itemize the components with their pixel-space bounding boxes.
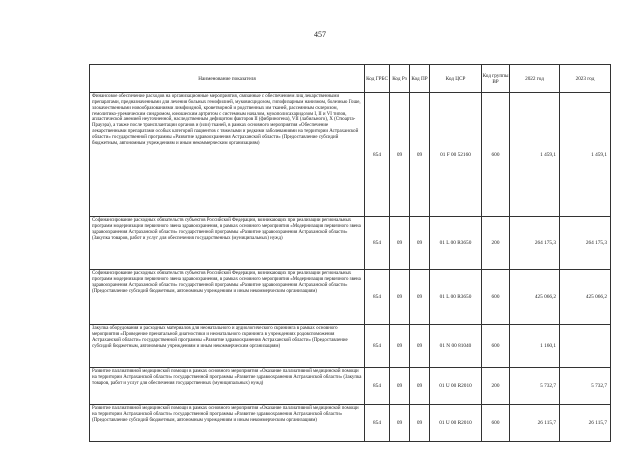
row-2022: 264 175,3 <box>510 217 560 270</box>
row-name: Софинансирование расходных обязательств субъектов Российской Федерации, возникающих при реализации региональных программ модернизации первичного звена здравоохранения, в рамках основного мероприятия «Модернизация первичного звена здравоохранения Астраханской области» государственной программы «Развитие здравоохранения Астраханской области» (Предоставление субсидий бюджетным, автономным учреждениям и иным некоммерческим организациям) <box>90 270 365 325</box>
row-name: Закупка оборудования и расходных материалов для неонатального и аудиологического скрининга в рамках основного мероприятия «Проведение пренатальной диагностики и неонатального скрининга в учреждениях родовспоможения Астраханской области» государственной программы «Развитие здравоохранения Астраханской области» (Предоставление субсидий бюджетным, автономным учреждениям и иным некоммерческим организациям) <box>90 325 365 368</box>
row-2023: 425 066,2 <box>560 270 611 325</box>
row-pr: 09 <box>410 217 430 270</box>
row-rz: 09 <box>390 217 410 270</box>
row-grbs: 854 <box>365 325 390 368</box>
row-2023 <box>560 325 611 368</box>
row-grbs: 854 <box>365 405 390 442</box>
row-2022: 1 160,1 <box>510 325 560 368</box>
budget-table <box>89 64 611 442</box>
row-vr: 600 <box>482 405 510 442</box>
row-vr: 600 <box>482 325 510 368</box>
row-grbs: 854 <box>365 217 390 270</box>
row-name: Финансовое обеспечение расходов на организационные мероприятия, связанные с обеспечением лиц лекарственными препаратами, предназначенными для лечения больных гемофилией, муковисцидозом, гипофизарным нанизмом, болезнью Гоше, злокачественными новообразованиями лимфоидной, кроветворной и родственных им тканей, рассеянным склерозом, гемолитико-уремическим синдромом, юношеским артритом с системным началом, мукополисахаридозом I, II и VI типов, апластической анемией неуточненной, наследственным дефицитом факторов II (фибриногена), VII (лабильного), X (Стюарта-Прауэра), а также после трансплантации органов и (или) тканей, в рамках основного мероприятия «Обеспечение лекарственными препаратами особых категорий пациентов с тяжелыми и редкими заболеваниями на территории Астраханской области» государственной программы «Развитие здравоохранения Астраханской области» (Предоставление субсидий бюджетным, автономным учреждениям и иным некоммерческим организациям) <box>90 93 365 217</box>
row-pr: 09 <box>410 93 430 217</box>
table-row <box>90 405 611 442</box>
row-name: Развитие паллиативной медицинской помощи в рамках основного мероприятия «Оказание паллиативной медицинской помощи на территории Астраханской области» государственной программы «Развитие здравоохранения Астраханской области» (Предоставление субсидий бюджетным, автономным учреждениям и иным некоммерческим организациям) <box>90 405 365 442</box>
row-name: Софинансирование расходных обязательств субъектов Российской Федерации, возникающих при реализации региональных программ модернизации первичного звена здравоохранения, в рамках основного мероприятия «Модернизация первичного звена здравоохранения Астраханской области» государственной программы «Развитие здравоохранения Астраханской области» (Закупка товаров, работ и услуг для обеспечения государственных (муниципальных) нужд) <box>90 217 365 270</box>
header-2022: 2022 год <box>510 65 560 93</box>
row-vr: 200 <box>482 368 510 405</box>
table-row <box>90 93 611 217</box>
row-csr: 01 F 00 52160 <box>430 93 482 217</box>
header-name: Наименование показателя <box>90 65 365 93</box>
row-pr: 09 <box>410 270 430 325</box>
row-pr: 09 <box>410 325 430 368</box>
row-2023: 5 732,7 <box>560 368 611 405</box>
page-number: 457 <box>314 30 326 39</box>
row-rz: 09 <box>390 270 410 325</box>
header-grbs: Код ГРБС <box>365 65 390 93</box>
row-csr: 01 N 00 81040 <box>430 325 482 368</box>
row-2023: 26 115,7 <box>560 405 611 442</box>
row-2022: 5 732,7 <box>510 368 560 405</box>
table-row <box>90 368 611 405</box>
row-csr: 01 L 00 R3650 <box>430 217 482 270</box>
row-grbs: 854 <box>365 368 390 405</box>
row-csr: 01 L 00 R3650 <box>430 270 482 325</box>
row-2023: 1 459,1 <box>560 93 611 217</box>
header-2023: 2023 год <box>560 65 611 93</box>
row-vr: 600 <box>482 93 510 217</box>
table-row <box>90 217 611 270</box>
header-pr: Код ПР <box>410 65 430 93</box>
row-csr: 01 U 00 R2010 <box>430 368 482 405</box>
row-2022: 425 066,2 <box>510 270 560 325</box>
row-pr: 09 <box>410 405 430 442</box>
header-rz: Код Рз <box>390 65 410 93</box>
row-2022: 1 459,1 <box>510 93 560 217</box>
row-name: Развитие паллиативной медицинской помощи в рамках основного мероприятия «Оказание паллиативной медицинской помощи на территории Астраханской области» государственной программы «Развитие здравоохранения Астраханской области» (Закупка товаров, работ и услуг для обеспечения государственных (муниципальных) нужд) <box>90 368 365 405</box>
table-row <box>90 270 611 325</box>
row-vr: 600 <box>482 270 510 325</box>
row-rz: 09 <box>390 325 410 368</box>
row-2022: 26 115,7 <box>510 405 560 442</box>
row-rz: 09 <box>390 405 410 442</box>
row-csr: 01 U 00 R2010 <box>430 405 482 442</box>
row-rz: 09 <box>390 93 410 217</box>
table-header-row <box>90 65 611 93</box>
row-grbs: 854 <box>365 93 390 217</box>
row-2023: 264 175,3 <box>560 217 611 270</box>
row-rz: 09 <box>390 368 410 405</box>
row-pr: 09 <box>410 368 430 405</box>
header-csr: Код ЦСР <box>430 65 482 93</box>
table-row <box>90 325 611 368</box>
row-vr: 200 <box>482 217 510 270</box>
header-vr: Код группы ВР <box>482 65 510 93</box>
row-grbs: 854 <box>365 270 390 325</box>
